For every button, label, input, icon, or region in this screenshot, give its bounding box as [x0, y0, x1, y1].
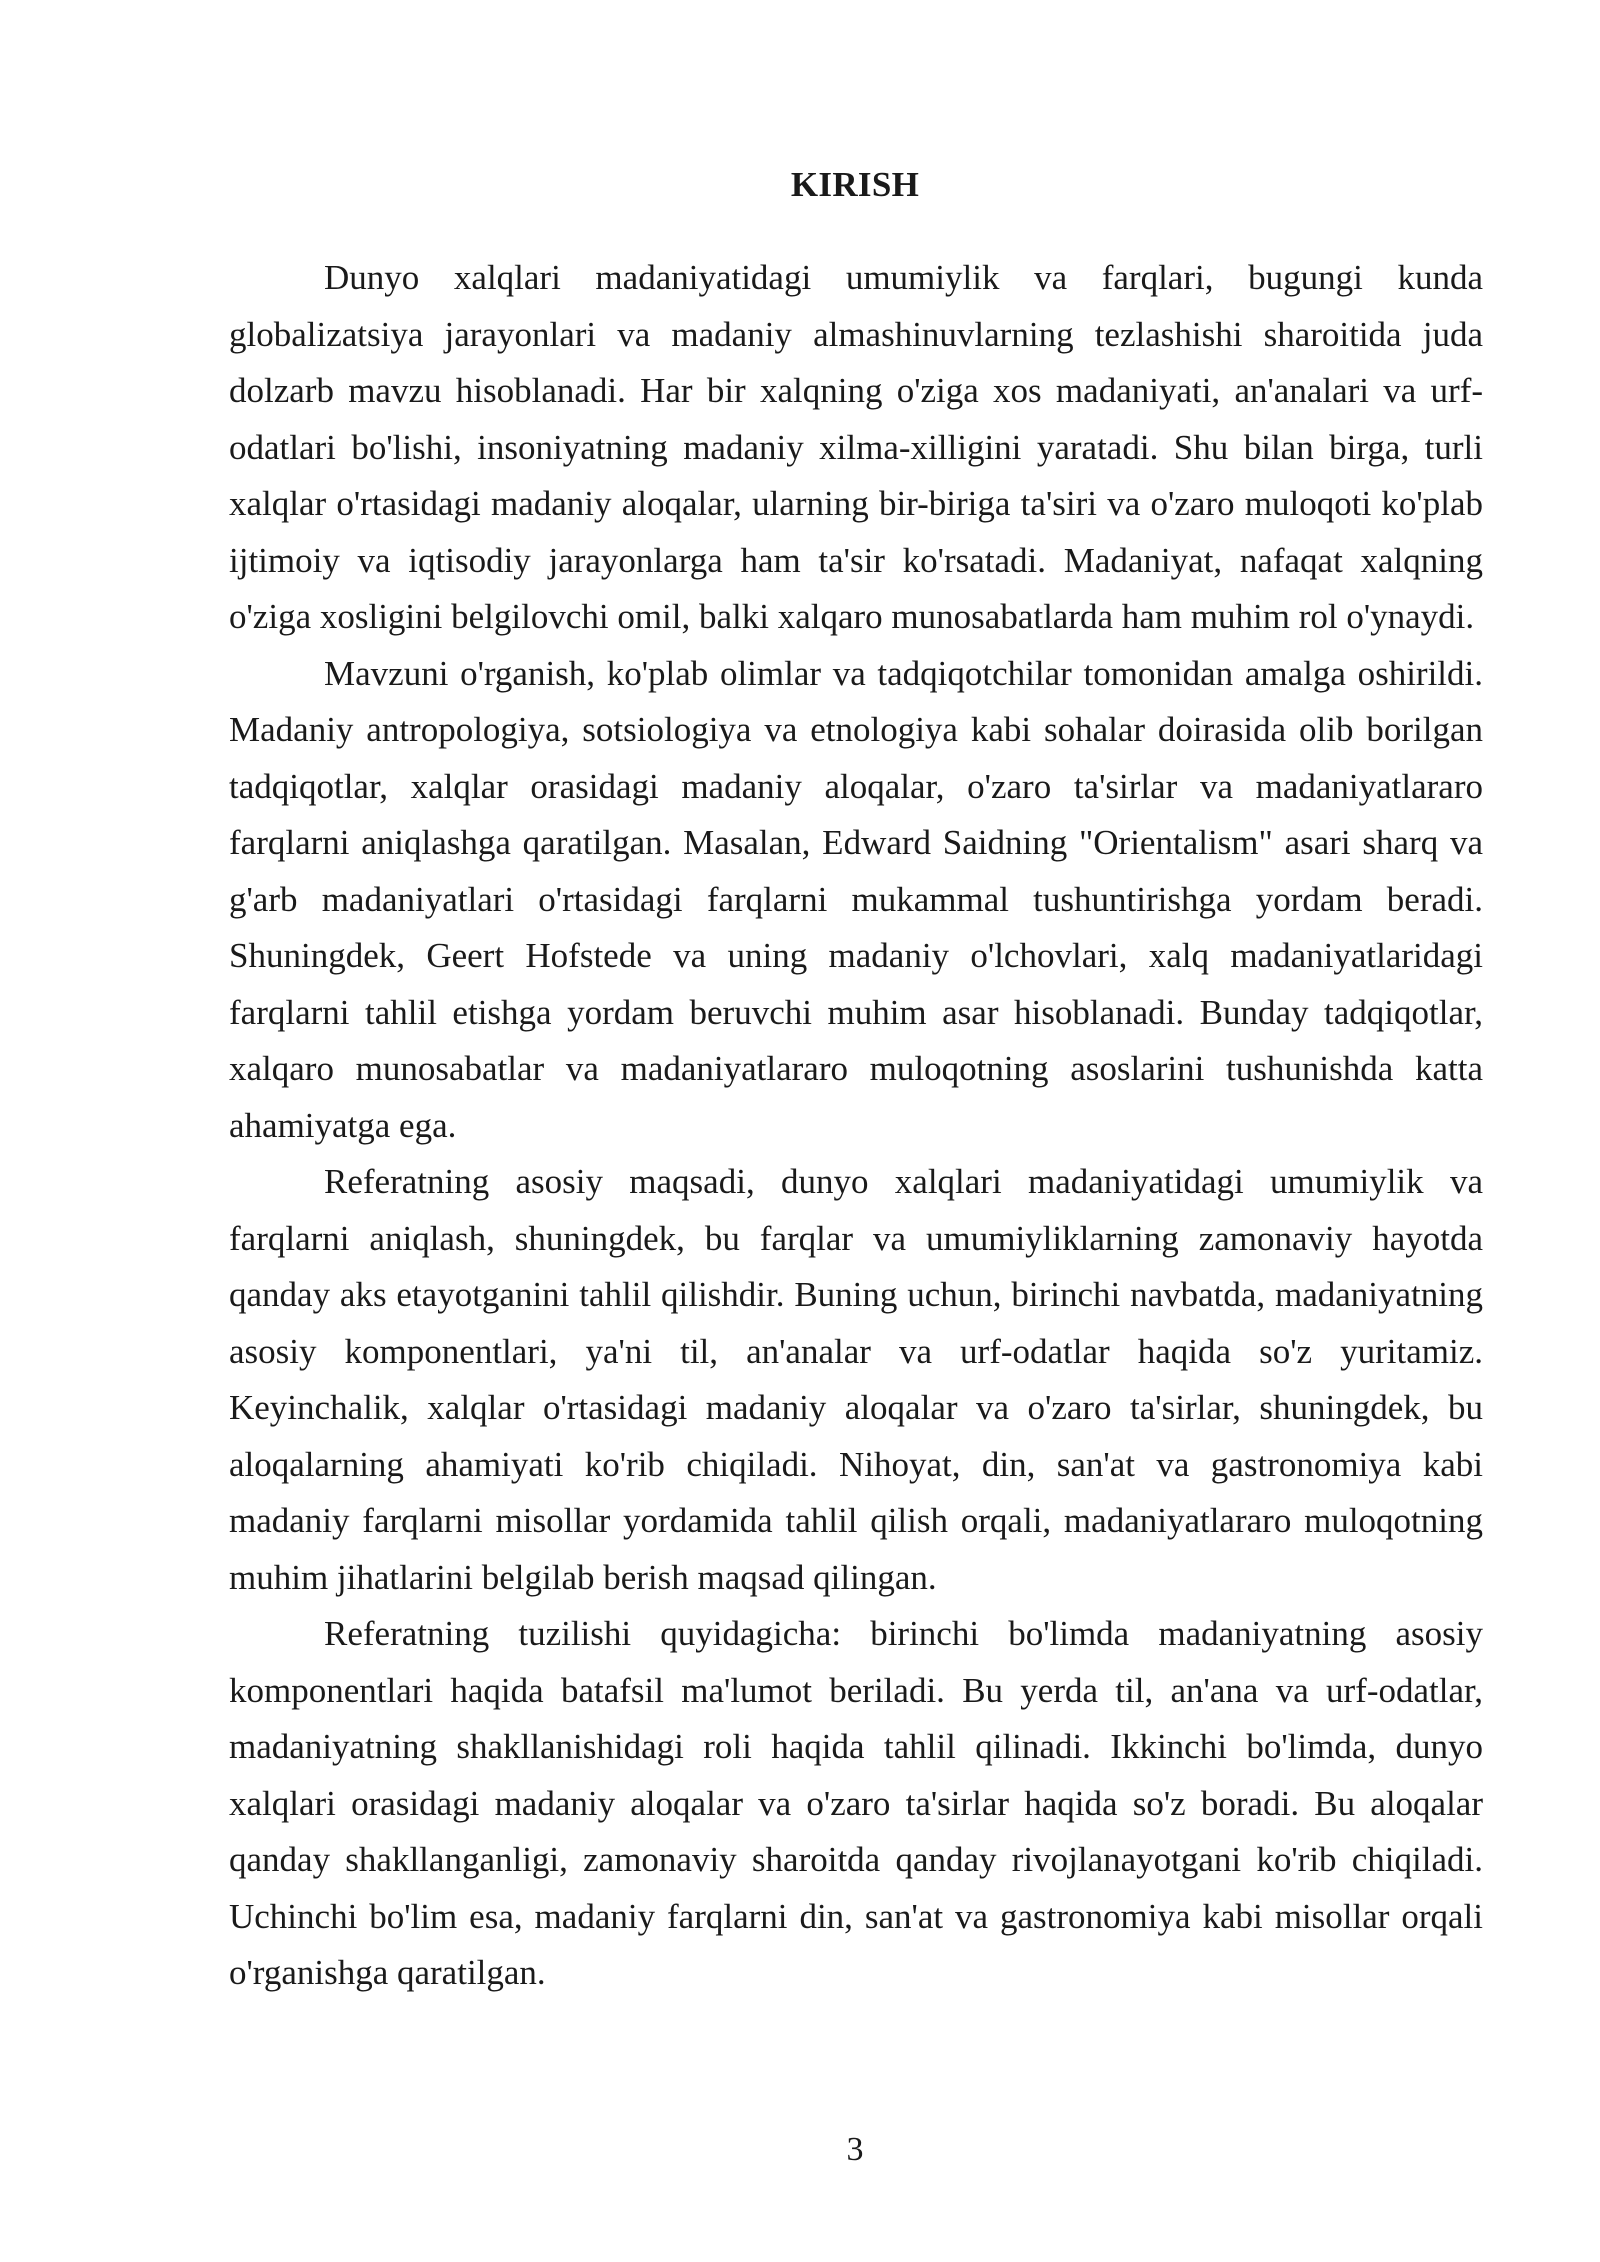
paragraph-4: Referatning tuzilishi quyidagicha: birinchi bo'limda madaniyatning asosiy komponentlari haqida batafsil ma'lumot beriladi. Bu yerda til, an'ana va urf-odatlar, madaniyatning shakllanishidagi roli haqida tahlil qilinadi. Ikkinchi bo'limda, dunyo xalqlari orasidagi madaniy aloqalar va o'zaro ta'sirlar haqida so'z boradi. Bu aloqalar qanday shakllanganligi, zamonaviy sharoitda qanday rivojlanayotgani ko'rib chiqiladi. Uchinchi bo'lim esa, madaniy farqlarni din, san'at va gastronomiya kabi misollar orqali o'rganishga qaratilgan.	[229, 1614, 1483, 1992]
paragraph-2: Mavzuni o'rganish, ko'plab olimlar va tadqiqotchilar tomonidan amalga oshirildi. Madaniy antropologiya, sotsiologiya va etnologiya kabi sohalar doirasida olib borilgan tadqiqotlar, xalqlar orasidagi madaniy aloqalar, o'zaro ta'sirlar va madaniyatlararo farqlarni aniqlashga qaratilgan. Masalan, Edward Saidning "Orientalism" asari sharq va g'arb madaniyatlari o'rtasidagi farqlarni mukammal tushuntirishga yordam beradi. Shuningdek, Geert Hofstede va uning madaniy o'lchovlari, xalq madaniyatlaridagi farqlarni tahlil etishga yordam beruvchi muhim asar hisoblanadi. Bunday tadqiqotlar, xalqaro munosabatlar va madaniyatlararo muloqotning asoslarini tushunishda katta ahamiyatga ega.	[229, 653, 1483, 1145]
document-body	[229, 250, 1483, 2002]
page-number: 3	[846, 2131, 864, 2168]
paragraph-1: Dunyo xalqlari madaniyatidagi umumiylik va farqlari, bugungi kunda globalizatsiya jarayonlari va madaniy almashinuvlarning tezlashishi sharoitida juda dolzarb mavzu hisoblanadi. Har bir xalqning o'ziga xos madaniyati, an'analari va urf-odatlari bo'lishi, insoniyatning madaniy xilma-xilligini yaratadi. Shu bilan birga, turli xalqlar o'rtasidagi madaniy aloqalar, ularning bir-biriga ta'siri va o'zaro muloqoti ko'plab ijtimoiy va iqtisodiy jarayonlarga ham ta'sir ko'rsatadi. Madaniyat, nafaqat xalqning o'ziga xosligini belgilovchi omil, balki xalqaro munosabatlarda ham muhim rol o'ynaydi.	[229, 258, 1483, 636]
page-title: KIRISH	[790, 165, 920, 204]
paragraph-3: Referatning asosiy maqsadi, dunyo xalqlari madaniyatidagi umumiylik va farqlarni aniqlash, shuningdek, bu farqlar va umumiyliklarning zamonaviy hayotda qanday aks etayotganini tahlil qilishdir. Buning uchun, birinchi navbatda, madaniyatning asosiy komponentlari, ya'ni til, an'analar va urf-odatlar haqida so'z yuritamiz. Keyinchalik, xalqlar o'rtasidagi madaniy aloqalar va o'zaro ta'sirlar, shuningdek, bu aloqalarning ahamiyati ko'rib chiqiladi. Nihoyat, din, san'at va gastronomiya kabi madaniy farqlarni misollar yordamida tahlil qilish orqali, madaniyatlararo muloqotning muhim jihatlarini belgilab berish maqsad qilingan.	[229, 1162, 1483, 1597]
